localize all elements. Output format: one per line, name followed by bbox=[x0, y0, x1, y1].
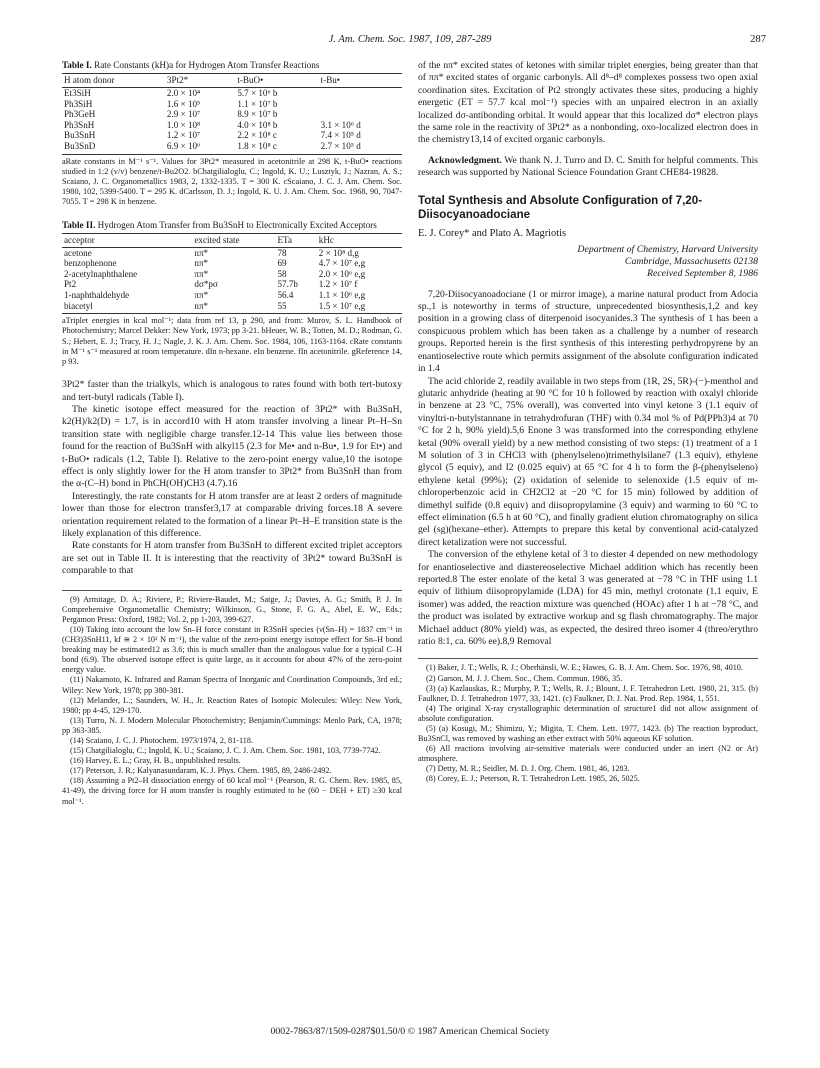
table1-caption bbox=[62, 60, 402, 71]
table-row bbox=[62, 130, 402, 141]
table-cell: 55 bbox=[275, 301, 316, 314]
table-cell: 56.4 bbox=[277, 289, 294, 300]
table2-column-header: acceptor bbox=[62, 233, 192, 247]
table1-column-header: H atom donor bbox=[62, 74, 165, 88]
table-cell: Ph3GeH bbox=[64, 109, 96, 120]
footnote: (16) Harvey, E. L.; Gray, H. B., unpublished results. bbox=[70, 756, 241, 766]
table-cell: 2.2 × 10⁸ c bbox=[237, 130, 277, 141]
table-cell: 1.8 × 10⁸ c bbox=[235, 141, 318, 154]
table-cell: biacetyl bbox=[62, 301, 192, 314]
journal-citation: J. Am. Chem. Soc. 1987, 109, 287-289 bbox=[328, 34, 492, 45]
table-cell: 2.7 × 10⁵ d bbox=[319, 141, 402, 154]
table-cell: 4.7 × 10⁷ e,g bbox=[318, 258, 366, 269]
table2-notes: aTriplet energies in kcal mol⁻¹; data from ref 13, p 290, and from: Murov, S. L. Handbook of Photochemistry; Marcel Dekker: New York, 1973; pp 3-21. bHeuer, W. B.; Totten, M. D.; Rodman, G. S.; Hebert, E. J.; Tracy, H. J.; Nagle, J. K. J. Am. Chem. Soc. 1984, 106, 1163-1164. cRate constants in M⁻¹ s⁻¹ measured at room temperature. dIn n-hexane. eIn benzene. fIn acetonitrile. gReference 14, p 93. bbox=[62, 316, 402, 366]
table2-column-header: excited state bbox=[192, 233, 275, 247]
table2-column-header: ETa bbox=[275, 233, 316, 247]
table-row bbox=[62, 141, 402, 154]
body-paragraph: Rate constants for H atom transfer from Bu3SnH to different excited triplet acceptors are set out in Table II. It is interesting that the reactivity of 3Pt2* toward Bu3SnH is comparable to that bbox=[62, 540, 402, 577]
table2-caption bbox=[62, 220, 402, 231]
footnote: (5) (a) Kosugi, M.; Shimizu, Y.; Migita, T. Chem. Lett. 1977, 1423. (b) The reaction byproduct, Bu3SnCl, was removed by washing an ether extract with 50% aqueous KF solution. bbox=[418, 724, 758, 744]
footnote: (18) Assuming a Pt2–H dissociation energy of 60 kcal mol⁻¹ (Pearson, R. G. Chem. Rev. 1985, 85, 41-49), the driving force for H atom transfer is roughly estimated to be (60 − DEH + ET) ≥30 kcal mol⁻¹. bbox=[62, 776, 402, 806]
acknowledgment bbox=[418, 155, 758, 180]
acknowledgment-heading: Acknowledgment. bbox=[428, 154, 502, 166]
table-row bbox=[62, 247, 402, 258]
table1-column-header: t-Bu• bbox=[319, 74, 402, 88]
table-row bbox=[62, 120, 402, 131]
affiliation-line: Cambridge, Massachusetts 02138 bbox=[624, 256, 758, 268]
table1-body bbox=[62, 88, 402, 155]
table-cell: 5.7 × 10⁶ b bbox=[237, 88, 278, 98]
table-cell: acetone bbox=[64, 247, 92, 258]
table-cell bbox=[319, 99, 402, 110]
table1-column-header: 3Pt2* bbox=[165, 74, 235, 88]
table-cell: 2.0 × 10⁴ bbox=[166, 88, 201, 98]
table-cell: 1.5 × 10⁷ e,g bbox=[317, 301, 402, 314]
body-paragraph: The acid chloride 2, readily available in two steps from (1R, 2S, 5R)-(−)-menthol and glutaric anhydride (heating at 90 °C for 10 h followed by reaction with oxalyl chloride in benzene at 23 °C, 75% overall), was converted into vinyl ketone 3 (1.1 equiv of vinyltri-n-butylstannane in tetrahydrofuran (THF) with 0.34 mol % of Pd(PPh3)4 at 70 °C for 2 h, 90% yield).5,6 Enone 3 was transformed into the corresponding ethylene ketal (90% overall yield) by a new method consisting of two steps: (1) treatment of a 1 M solution of 3 in CHCl3 with (phenylseleno)trimethylsilane7 (1.3 equiv), ethylene glycol (5 equiv), and I2 (0.025 equiv) at 65 °C for 4 h to form the β-(phenylseleno) ethylene ketal (99%); (2) oxidation of selenide to selenoxide (1.5 equiv of m-chloroperbenzoic acid in CH2Cl2 at −20 °C for 15 min) followed by addition of dimethyl sulfide (0.8 equiv) and diisopropylamine (3 equiv) and warming to 60 °C to effect elimination (6.5 h at 60 °C), and finally gradient elution chromatography on silica gel (sg)(hexane–ether). Attempts to prepare this ketal by conventional acid-catalyzed direct ketalization were not successful. bbox=[418, 375, 758, 548]
table-cell: 1.2 × 10⁷ bbox=[166, 130, 201, 141]
page-footer: 0002-7863/87/1509-0287$01.50/0 © 1987 American Chemical Society bbox=[270, 1026, 550, 1037]
table-cell: 1.6 × 10⁵ bbox=[166, 98, 201, 109]
table1-label: Table I. bbox=[62, 60, 92, 70]
table2-body bbox=[62, 247, 402, 314]
article-title: Total Synthesis and Absolute Configuration of 7,20-Diisocyanoadociane bbox=[418, 193, 703, 221]
table-cell: 1.1 × 10⁷ b bbox=[237, 98, 278, 109]
table-row bbox=[62, 279, 402, 290]
table1-notes: aRate constants in M⁻¹ s⁻¹. Values for 3Pt2* measured in acetonitrile at 298 K, t-BuO• reactions studied in 1:2 (v/v) benzene/t-Bu2O2. bChatgilialoglu, C.; Ingold, K. U.; Lusztyk, J.; Nazran, A. S.; Scaiano, J. C. Organometallics 1983, 2, 1332-1335. T = 300 K. cScaiano, J. C. J. Am. Chem. Soc. 1980, 102, 5399-5400. T = 295 K. dCarlsson, D. J.; Ingold, K. U. J. Am. Chem. Soc. 1968, 90, 7047-7055. T = 298 K in benzene. bbox=[62, 156, 402, 207]
table-cell: 2 × 10⁸ d,g bbox=[318, 247, 359, 258]
received-date: Received September 8, 1986 bbox=[647, 268, 758, 280]
table-cell: nπ* bbox=[192, 301, 275, 314]
page-number: 287 bbox=[750, 34, 766, 45]
article-authors: E. J. Corey* and Plato A. Magriotis bbox=[418, 227, 567, 239]
right-column bbox=[418, 60, 758, 785]
table-cell: 69 bbox=[277, 258, 287, 269]
footnote: (11) Nakamoto, K. Infrared and Raman Spectra of Inorganic and Coordination Compounds, 3rd ed.; Wiley: New York, 1978; pp 380-381. bbox=[62, 675, 402, 695]
table1-header-row bbox=[62, 74, 402, 88]
footnote: (6) All reactions involving air-sensitive materials were conducted under an inert (N2 or Ar) atmosphere. bbox=[418, 744, 758, 764]
left-column bbox=[62, 60, 402, 807]
table-cell: 8.9 × 10⁷ b bbox=[237, 109, 278, 120]
table-cell: 2.9 × 10⁷ bbox=[166, 109, 201, 120]
footnote: (4) The original X-ray crystallographic determination of structure1 did not allow assignment of absolute configuration. bbox=[418, 703, 758, 723]
table-row bbox=[62, 99, 402, 110]
table-cell: 7.4 × 10⁵ d bbox=[320, 130, 361, 141]
body-paragraph: 3Pt2* faster than the trialkyls, which is analogous to rates found with both tert-butoxy and tert-butyl radicals (Table I). bbox=[62, 379, 402, 403]
footnote: (1) Baker, J. T.; Wells, R. J.; Oberhänsli, W. E.; Hawes, G. B. J. Am. Chem. Soc. 1976, 98, 4010. bbox=[426, 663, 743, 673]
table2-header-row bbox=[62, 233, 402, 247]
table-cell: Bu3SnD bbox=[62, 141, 165, 154]
table-row bbox=[62, 269, 402, 280]
table-cell: 1.0 × 10⁸ bbox=[166, 119, 201, 130]
footnote: (8) Corey, E. J.; Peterson, R. T. Tetrahedron Lett. 1985, 26, 5025. bbox=[426, 774, 640, 784]
footnote: (2) Garson, M. J. J. Chem. Soc., Chem. Commun. 1986, 35. bbox=[426, 673, 623, 683]
running-head bbox=[0, 34, 820, 50]
table-cell: 2-acetylnaphthalene bbox=[64, 268, 138, 279]
table-cell: 1.1 × 10⁶ e,g bbox=[318, 289, 366, 300]
table-cell: Pt2 bbox=[64, 279, 77, 290]
body-paragraph: of the nπ* excited states of ketones with similar triplet energies, being greater than that of ππ* excited states of organic carbonyls. All d⁸–d⁸ complexes possess two open axial coordination sites. Excitation of Pt2 strongly activates these sites, producing a highly energetic (ET = 57.7 kcal mol⁻¹) species with an unpaired electron in an axially localized dσ-antibonding orbital. It would appear that this localized dσ* electron plays the same role in the reactivity of 3Pt2* as a nonbonding, oxo-localized electron does in the chemistry13,14 of excited organic carbonyls. bbox=[418, 60, 758, 146]
table-cell: benzophenone bbox=[64, 258, 117, 269]
footnote: (13) Turro, N. J. Modern Molecular Photochemistry; Benjamin/Cummings: Menlo Park, CA, 1978; pp 363-385. bbox=[62, 715, 402, 735]
table1-caption-text: Rate Constants (kH)a for Hydrogen Atom Transfer Reactions bbox=[94, 60, 320, 70]
footnote: (3) (a) Kazlauskas, R.; Murphy, P. T.; Wells, R. J.; Blount, J. F. Tetrahedron Lett. 1980, 21, 315. (b) Faulkner, D. J. Tetrahedron 1977, 33, 1421. (c) Faulkner, D. J. Nat. Prod. Rep. 1984, 1, 551. bbox=[418, 683, 758, 703]
article-affiliation bbox=[418, 244, 758, 281]
table1-column-header: t-BuO• bbox=[235, 74, 318, 88]
table-cell: 58 bbox=[277, 268, 287, 279]
table-cell: 78 bbox=[277, 247, 287, 258]
body-paragraph: The kinetic isotope effect measured for the reaction of 3Pt2* with Bu3SnH, k2(H)/k2(D) = 1.7, is in accord10 with H atom transfer involving a linear Pt–H–Sn transition state with negligible charge transfer.12-14 This value lies between those found for the reaction of Bu3SnH with alkyl15 (2.3 for Me• and n-Bu•, 1.9 for Et•) and t-BuO• radicals (1.2, Table I). Relative to the zero-point energy value,10 the isotope effect is only slightly lower for the H atom transfer to 3Pt2* from Bu3SnH than from the α-(C–H) bond in PhCH(OH)CH3 (4.7).16 bbox=[62, 403, 402, 490]
table-row bbox=[62, 109, 402, 120]
footnote: (12) Melander, L.; Saunders, W. H., Jr. Reaction Rates of Isotopic Molecules: Wiley: New York, 1980; pp 4-45, 129-170. bbox=[62, 695, 402, 715]
table-row bbox=[62, 290, 402, 301]
body-paragraph: Interestingly, the rate constants for H atom transfer are at least 2 orders of magnitude lower than those for electron transfer3,17 at comparable driving forces.18 A severe orientation requirement related to the formation of a linear Pt–H–E transition state is the likely explanation of this difference. bbox=[62, 490, 402, 540]
table2-label: Table II. bbox=[62, 219, 96, 230]
acknowledgment-text: We thank N. J. Turro and D. C. Smith for helpful comments. This research was supported by National Science Foundation Grant CHE84-19828. bbox=[418, 154, 758, 179]
table-cell: 4.0 × 10⁸ b bbox=[237, 119, 278, 130]
table-cell: Ph3SiH bbox=[64, 98, 93, 109]
right-footnotes bbox=[418, 658, 758, 784]
table2 bbox=[62, 233, 402, 314]
table-cell: 6.9 × 10⁶ bbox=[165, 141, 235, 154]
table-cell: 57.7b bbox=[277, 279, 298, 290]
table-cell: Et3SiH bbox=[64, 88, 91, 98]
footnote: (14) Scaiano, J. C. J. Photochem. 1973/1974, 2, 81-118. bbox=[70, 735, 253, 745]
table-cell: Ph3SnH bbox=[64, 119, 95, 130]
left-footnotes bbox=[62, 590, 402, 807]
table-cell: 2.0 × 10⁶ e,g bbox=[318, 268, 366, 279]
table-cell bbox=[319, 88, 402, 99]
footnote: (9) Armitage, D. A.; Riviere, P.; Riviere-Baudet, M.; Satge, J.; Davies, A. G.; Smith, P. J. In Comprehensive Organometallic Chemistry; Wilkinson, G., Stone, F. G. A., Abel, E. W., Eds.; Pergamon Press: Oxford, 1982; Vol. 2, pp 1-203, 399-627. bbox=[62, 594, 402, 624]
footnote: (15) Chatgilialoglu, C.; Ingold, K. U.; Scaiano, J. C. J. Am. Chem. Soc. 1981, 103, 7739-7742. bbox=[70, 746, 381, 756]
table-cell: 3.1 × 10⁶ d bbox=[320, 119, 361, 130]
table-cell: dσ*pσ bbox=[194, 279, 218, 290]
footnote: (7) Detty, M. R.; Seidler, M. D. J. Org. Chem. 1981, 46, 1283. bbox=[426, 764, 630, 774]
footnote: (17) Peterson, J. R.; Kalyanasundaram, K. J. Phys. Chem. 1985, 89, 2486-2492. bbox=[70, 766, 332, 776]
table-row bbox=[62, 258, 402, 269]
body-paragraph: The conversion of the ethylene ketal of 3 to diester 4 depended on new methodology for enantioselective and diastereoselective Michael addition which has recently been reported.8 The ester enolate of the ketal 3 was generated at −78 °C in THF using 1.1 equiv of lithium diisopropylamide (LDA) for 45 min, methyl crotonate (1.1 equiv, E isomer) was added, the reaction mixture was quenched (HOAc) after 1 h at −78 °C, and the product was isolated by extractive workup and sg flash chromatography. The major Michael adduct (80% yield) was, as expected, the desired threo isomer 4 (threo/erythro ratio 8:1, ca. 60% ee).8,9 Removal bbox=[418, 549, 758, 648]
table-cell: nπ* bbox=[194, 258, 209, 269]
table-cell: Bu3SnH bbox=[64, 130, 96, 141]
table-cell: nπ* bbox=[194, 247, 209, 258]
table-cell bbox=[319, 109, 402, 120]
body-paragraph: 7,20-Diisocyanoadociane (1 or mirror image), a marine natural product from Adocia sp.,1 is noteworthy in terms of structure, unprecedented biosynthesis,1,2 and key position in a growing class of diterpenoid isocyanides.3 The synthesis of 1 has been a conspicuous problem which has been taken as a challenge by a number of research groups. Reported herein is the first synthesis of this interesting perhydropyrene by an enantioselective route which permits assignment of the absolute configuration indicated in 1.4 bbox=[418, 288, 758, 375]
affiliation-line: Department of Chemistry, Harvard University bbox=[577, 244, 758, 256]
table2-column-header: kHc bbox=[317, 233, 402, 247]
table-row bbox=[62, 301, 402, 314]
table-cell: ππ* bbox=[194, 268, 209, 279]
table-row bbox=[62, 88, 402, 99]
table-cell: 1-naphthaldehyde bbox=[64, 289, 130, 300]
table-cell: 1.2 × 10⁷ f bbox=[318, 279, 358, 290]
table2-caption-text: Hydrogen Atom Transfer from Bu3SnH to Electronically Excited Acceptors bbox=[97, 219, 377, 230]
table1 bbox=[62, 73, 402, 154]
footnote: (10) Taking into account the low Sn–H force constant in R3SnH species (ν(Sn–H) = 1837 cm⁻¹ in (CH3)3SnH11, kf ≅ 2 × 10² N m⁻¹), the value of the zero-point energy isotope effect for Sn–H bond breaking may be estimated12 as 3.6; this is much smaller than the analogous value for a typical C–H bond (6.9). The observed isotope effect is quite large, as it accounts for about 47% of the zero-point energy value. bbox=[62, 624, 402, 675]
table-cell: ππ* bbox=[194, 289, 209, 300]
